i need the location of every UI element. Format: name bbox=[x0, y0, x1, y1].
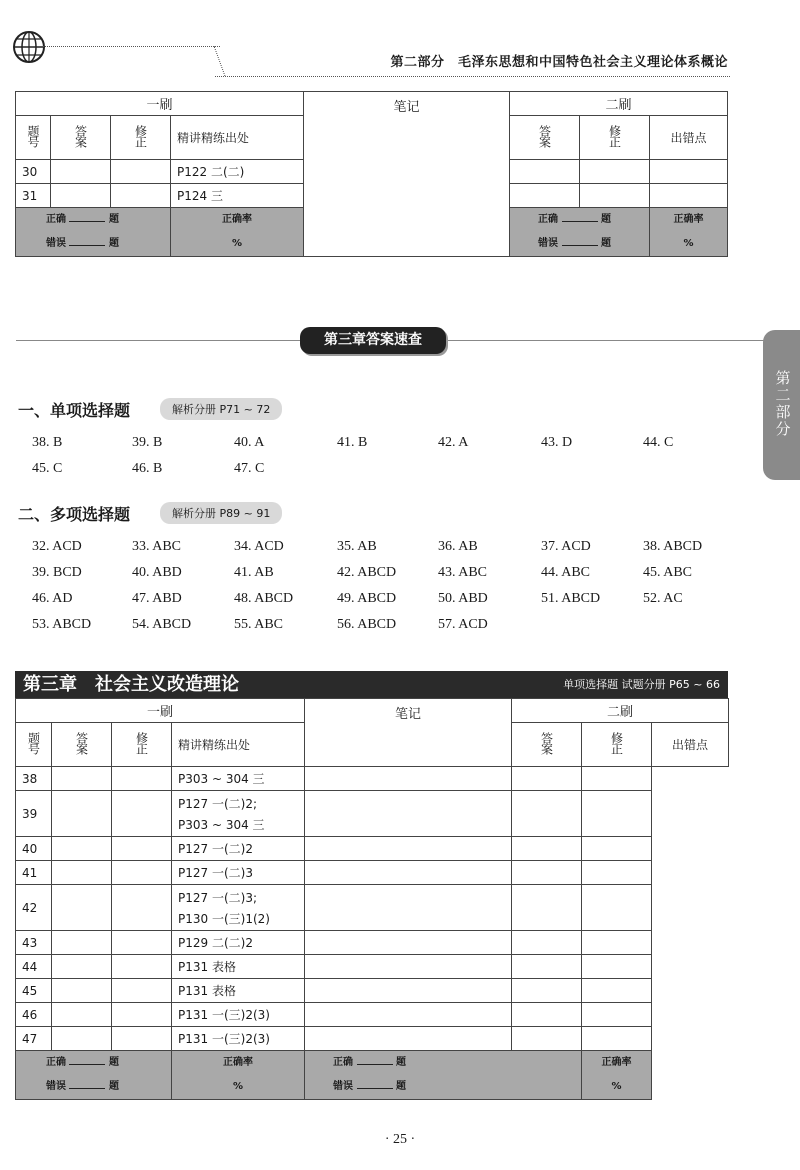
unit-label: 题 bbox=[600, 238, 611, 249]
single-choice-ref: 解析分册 P71 ~ 72 bbox=[160, 398, 282, 420]
question-number: 46 bbox=[16, 1003, 52, 1027]
answer-cell[interactable] bbox=[52, 931, 112, 955]
correction-cell-2[interactable] bbox=[580, 184, 650, 208]
second-pass-header: 二刷 bbox=[510, 92, 728, 116]
col-answer-2: 答案 bbox=[537, 125, 552, 147]
answer-cell-2[interactable] bbox=[305, 955, 512, 979]
answer-item: 32. ACD bbox=[32, 539, 82, 554]
answer-item: 35. AB bbox=[337, 539, 377, 554]
accuracy-label: 正确率 bbox=[223, 1057, 253, 1068]
source-ref: P124 三 bbox=[171, 184, 304, 208]
answer-cell[interactable] bbox=[52, 861, 112, 885]
answer-item: 39. B bbox=[132, 435, 163, 450]
table-row bbox=[16, 767, 729, 791]
source-ref-line: P131 一(三)2(3) bbox=[178, 1032, 270, 1046]
table-row bbox=[16, 837, 729, 861]
percent-label: % bbox=[231, 238, 243, 249]
col-error-point: 出错点 bbox=[650, 116, 728, 160]
question-number: 45 bbox=[16, 979, 52, 1003]
review-table-bottom bbox=[15, 698, 729, 1100]
col-source: 精讲精练出处 bbox=[172, 723, 305, 767]
error-point-cell[interactable] bbox=[582, 767, 652, 791]
table-row bbox=[16, 885, 729, 931]
correct-label: 正确 bbox=[46, 1057, 66, 1068]
header-dotted-rule bbox=[40, 46, 220, 47]
unit-label: 题 bbox=[108, 214, 119, 225]
question-number: 39 bbox=[16, 791, 52, 837]
unit-label: 题 bbox=[108, 1081, 119, 1092]
accuracy-label: 正确率 bbox=[601, 1057, 632, 1068]
answer-item: 53. ABCD bbox=[32, 617, 92, 632]
source-ref bbox=[172, 979, 305, 1003]
source-ref bbox=[172, 767, 305, 791]
answer-item: 38. ABCD bbox=[643, 539, 703, 554]
answer-cell[interactable] bbox=[51, 184, 111, 208]
correct-label: 正确 bbox=[538, 214, 559, 225]
answer-cell-2[interactable] bbox=[305, 791, 512, 837]
answer-item: 51. ABCD bbox=[541, 591, 601, 606]
chapter-title: 第三章 社会主义改造理论 bbox=[23, 674, 239, 695]
question-number: 38 bbox=[16, 767, 52, 791]
accuracy-cell[interactable] bbox=[171, 208, 304, 257]
correction-cell[interactable] bbox=[112, 1027, 172, 1051]
score-count-cell-2[interactable] bbox=[510, 208, 650, 257]
answer-item: 45. ABC bbox=[643, 565, 693, 580]
error-point-cell[interactable] bbox=[582, 791, 652, 837]
correction-cell-2[interactable] bbox=[512, 861, 582, 885]
correction-cell-2[interactable] bbox=[512, 837, 582, 861]
correction-cell[interactable] bbox=[112, 1003, 172, 1027]
col-question-number: 题号 bbox=[26, 732, 41, 754]
answer-cell[interactable] bbox=[52, 1003, 112, 1027]
source-ref: P122 二(二) bbox=[171, 160, 304, 184]
first-pass-header: 一刷 bbox=[16, 699, 305, 723]
answer-item: 47. C bbox=[234, 461, 265, 476]
answer-item: 48. ABCD bbox=[234, 591, 294, 606]
question-number: 40 bbox=[16, 837, 52, 861]
answer-item: 44. C bbox=[643, 435, 674, 450]
answer-item: 33. ABC bbox=[132, 539, 182, 554]
multi-choice-title: 二、多项选择题 bbox=[18, 505, 131, 524]
header-dotted-rule-lower bbox=[215, 76, 730, 77]
source-ref-line: P131 表格 bbox=[178, 960, 236, 974]
source-ref bbox=[172, 931, 305, 955]
correction-cell[interactable] bbox=[112, 861, 172, 885]
correction-cell-2[interactable] bbox=[512, 955, 582, 979]
percent-label: % bbox=[683, 238, 694, 249]
score-count-cell[interactable] bbox=[16, 1051, 172, 1100]
answer-item: 44. ABC bbox=[541, 565, 591, 580]
source-ref bbox=[172, 1003, 305, 1027]
answer-item: 36. AB bbox=[438, 539, 478, 554]
running-header-title: 第二部分 毛泽东思想和中国特色社会主义理论体系概论 bbox=[390, 55, 728, 70]
answer-item: 41. AB bbox=[234, 565, 274, 580]
answer-cell-2[interactable] bbox=[305, 1003, 512, 1027]
accuracy-cell[interactable] bbox=[172, 1051, 305, 1100]
answer-item: 57. ACD bbox=[438, 617, 488, 632]
answer-cell-2[interactable] bbox=[305, 837, 512, 861]
col-answer: 答案 bbox=[73, 125, 88, 147]
answer-cell[interactable] bbox=[52, 979, 112, 1003]
source-ref bbox=[172, 837, 305, 861]
error-point-cell[interactable] bbox=[582, 979, 652, 1003]
source-ref-line: P127 一(二)2 bbox=[178, 842, 253, 856]
answer-item: 56. ABCD bbox=[337, 617, 397, 632]
error-point-cell[interactable] bbox=[582, 1027, 652, 1051]
correction-cell[interactable] bbox=[111, 184, 171, 208]
answer-item: 40. A bbox=[234, 435, 265, 450]
col-correction-2: 修正 bbox=[607, 125, 622, 147]
col-question-number: 题号 bbox=[26, 125, 40, 147]
source-ref-line: P127 一(二)3; bbox=[178, 890, 257, 905]
col-error-point: 出错点 bbox=[652, 723, 729, 767]
unit-label: 题 bbox=[395, 1057, 406, 1068]
part-side-tab[interactable] bbox=[763, 330, 800, 480]
review-table-top bbox=[15, 91, 728, 257]
answer-cell[interactable] bbox=[52, 767, 112, 791]
answer-item: 43. ABC bbox=[438, 565, 488, 580]
correction-cell-2[interactable] bbox=[512, 979, 582, 1003]
percent-label: % bbox=[611, 1081, 622, 1092]
correct-label: 正确 bbox=[333, 1057, 354, 1068]
source-ref-line: P127 一(二)3 bbox=[178, 866, 253, 880]
header-dotted-slant bbox=[200, 46, 226, 76]
multi-choice-ref: 解析分册 P89 ~ 91 bbox=[160, 502, 282, 524]
answer-item: 52. AC bbox=[643, 591, 683, 606]
answer-item: 49. ABCD bbox=[337, 591, 397, 606]
correction-cell-2[interactable] bbox=[512, 1027, 582, 1051]
unit-label: 题 bbox=[108, 238, 119, 249]
accuracy-cell-2[interactable] bbox=[582, 1051, 652, 1100]
table-row bbox=[16, 791, 729, 837]
correction-cell-2[interactable] bbox=[512, 885, 582, 931]
answer-cell-2[interactable] bbox=[510, 160, 580, 184]
answer-item: 37. ACD bbox=[541, 539, 591, 554]
answer-item: 39. BCD bbox=[32, 565, 82, 580]
error-point-cell[interactable] bbox=[582, 1003, 652, 1027]
source-ref bbox=[172, 861, 305, 885]
question-number: 47 bbox=[16, 1027, 52, 1051]
col-source: 精讲精练出处 bbox=[171, 116, 304, 160]
unit-label: 题 bbox=[600, 214, 611, 225]
wrong-label: 错误 bbox=[46, 1081, 66, 1092]
col-answer-2: 答案 bbox=[539, 732, 554, 754]
answers-banner: 第三章答案速查 bbox=[300, 327, 446, 354]
source-ref-line: P131 表格 bbox=[178, 984, 236, 998]
correction-cell-2[interactable] bbox=[512, 1003, 582, 1027]
notes-header: 笔记 bbox=[393, 100, 420, 115]
table-row bbox=[16, 955, 729, 979]
source-ref bbox=[172, 1027, 305, 1051]
wrong-label: 错误 bbox=[538, 238, 559, 249]
correction-cell[interactable] bbox=[112, 931, 172, 955]
accuracy-label: 正确率 bbox=[222, 214, 252, 225]
correction-cell[interactable] bbox=[111, 160, 171, 184]
score-count-cell[interactable] bbox=[16, 208, 171, 257]
wrong-label: 错误 bbox=[46, 238, 66, 249]
question-number: 43 bbox=[16, 931, 52, 955]
col-correction: 修正 bbox=[133, 125, 148, 147]
answer-item: 54. ABCD bbox=[132, 617, 192, 632]
error-point-cell[interactable] bbox=[650, 184, 728, 208]
answer-cell-2[interactable] bbox=[510, 184, 580, 208]
question-number: 41 bbox=[16, 861, 52, 885]
error-point-cell[interactable] bbox=[582, 885, 652, 931]
table-row bbox=[16, 979, 729, 1003]
answer-cell-2[interactable] bbox=[305, 979, 512, 1003]
answer-item: 55. ABC bbox=[234, 617, 284, 632]
score-count-cell-2[interactable] bbox=[305, 1051, 582, 1100]
answer-cell-2[interactable] bbox=[305, 861, 512, 885]
globe-logo-icon bbox=[12, 30, 46, 64]
error-point-cell[interactable] bbox=[582, 837, 652, 861]
answer-item: 34. ACD bbox=[234, 539, 284, 554]
page-number: · 25 · bbox=[384, 1132, 416, 1147]
col-correction-2: 修正 bbox=[609, 732, 624, 754]
answer-item: 47. ABD bbox=[132, 591, 182, 606]
answer-item: 41. B bbox=[337, 435, 368, 450]
correction-cell-2[interactable] bbox=[580, 160, 650, 184]
answer-cell-2[interactable] bbox=[305, 1027, 512, 1051]
single-choice-title: 一、单项选择题 bbox=[18, 401, 131, 420]
answer-item: 46. B bbox=[132, 461, 163, 476]
answer-item: 40. ABD bbox=[132, 565, 182, 580]
answer-item: 38. B bbox=[32, 435, 63, 450]
answer-item: 42. ABCD bbox=[337, 565, 397, 580]
table-row bbox=[16, 1003, 729, 1027]
correction-cell[interactable] bbox=[112, 767, 172, 791]
correction-cell[interactable] bbox=[112, 837, 172, 861]
source-ref bbox=[172, 885, 305, 931]
source-ref-line: P303 ~ 304 三 bbox=[178, 817, 265, 832]
unit-label: 题 bbox=[108, 1057, 119, 1068]
answer-item: 42. A bbox=[438, 435, 469, 450]
correction-cell-2[interactable] bbox=[512, 767, 582, 791]
correction-cell[interactable] bbox=[112, 791, 172, 837]
answer-cell[interactable] bbox=[52, 955, 112, 979]
source-ref-line: P303 ~ 304 三 bbox=[178, 772, 265, 786]
correction-cell-2[interactable] bbox=[512, 931, 582, 955]
source-ref bbox=[172, 791, 305, 837]
source-ref-line: P131 一(三)2(3) bbox=[178, 1008, 270, 1022]
answer-item: 43. D bbox=[541, 435, 573, 450]
table-row bbox=[16, 1027, 729, 1051]
answer-cell-2[interactable] bbox=[305, 885, 512, 931]
correction-cell[interactable] bbox=[112, 955, 172, 979]
notes-column[interactable] bbox=[305, 699, 512, 767]
correction-cell-2[interactable] bbox=[512, 791, 582, 837]
error-point-cell[interactable] bbox=[582, 955, 652, 979]
col-answer: 答案 bbox=[74, 732, 89, 754]
accuracy-cell-2[interactable] bbox=[650, 208, 728, 257]
answer-cell[interactable] bbox=[51, 160, 111, 184]
answer-cell-2[interactable] bbox=[305, 767, 512, 791]
first-pass-header: 一刷 bbox=[16, 92, 304, 116]
correct-label: 正确 bbox=[46, 214, 66, 225]
source-ref-line: P130 一(三)1(2) bbox=[178, 911, 270, 926]
part-side-tab-label: 第二部分 bbox=[773, 370, 792, 438]
answer-cell[interactable] bbox=[52, 837, 112, 861]
accuracy-label: 正确率 bbox=[673, 214, 704, 225]
question-number: 31 bbox=[16, 184, 51, 208]
table-row bbox=[16, 861, 729, 885]
question-number: 42 bbox=[16, 885, 52, 931]
second-pass-header: 二刷 bbox=[512, 699, 729, 723]
answer-cell[interactable] bbox=[52, 791, 112, 837]
error-point-cell[interactable] bbox=[582, 861, 652, 885]
table-row bbox=[16, 931, 729, 955]
answer-cell[interactable] bbox=[52, 1027, 112, 1051]
percent-label: % bbox=[232, 1081, 244, 1092]
answer-cell-2[interactable] bbox=[305, 931, 512, 955]
error-point-cell[interactable] bbox=[582, 931, 652, 955]
error-point-cell[interactable] bbox=[650, 160, 728, 184]
chapter-title-bar bbox=[15, 671, 728, 698]
source-ref-line: P129 二(二)2 bbox=[178, 936, 253, 950]
correction-cell[interactable] bbox=[112, 885, 172, 931]
answer-cell[interactable] bbox=[52, 885, 112, 931]
question-number: 44 bbox=[16, 955, 52, 979]
notes-header: 笔记 bbox=[395, 707, 422, 722]
wrong-label: 错误 bbox=[333, 1081, 354, 1092]
source-ref-line: P127 一(二)2; bbox=[178, 796, 257, 811]
chapter-subtitle: 单项选择题 试题分册 P65 ~ 66 bbox=[563, 678, 720, 691]
answer-item: 46. AD bbox=[32, 591, 73, 606]
correction-cell[interactable] bbox=[112, 979, 172, 1003]
notes-column[interactable] bbox=[304, 92, 510, 257]
col-correction: 修正 bbox=[134, 732, 149, 754]
unit-label: 题 bbox=[395, 1081, 406, 1092]
source-ref bbox=[172, 955, 305, 979]
answer-item: 45. C bbox=[32, 461, 63, 476]
answer-item: 50. ABD bbox=[438, 591, 488, 606]
question-number: 30 bbox=[16, 160, 51, 184]
